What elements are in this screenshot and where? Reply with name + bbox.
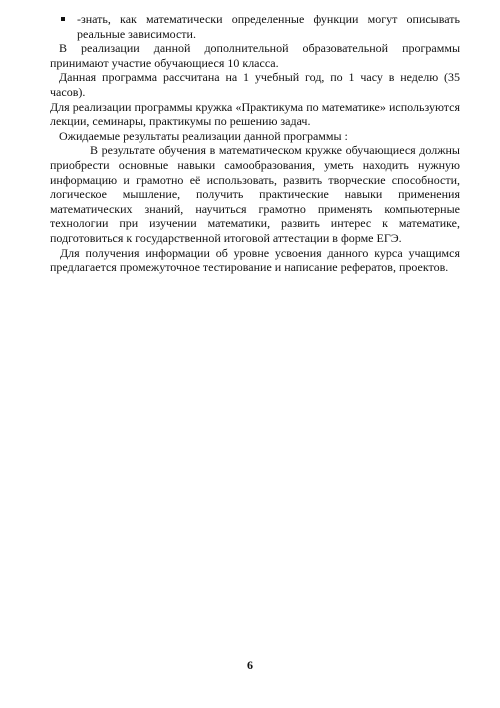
- bullet-list-item: [50, 12, 460, 41]
- paragraph-assessment: Для получения информации об уровне усвоения данного курса учащимся предлагается промежуточное тестирование и написание рефератов, проектов.: [50, 245, 460, 275]
- document-body: [50, 12, 460, 275]
- paragraph-participants: В реализации данной дополнительной образовательной программы принимают участие обучающиеся 10 класса.: [50, 41, 460, 70]
- paragraph-methods: Для реализации программы кружка «Практикума по математике» используются лекции, семинары, практикумы по решению задач.: [50, 99, 460, 129]
- paragraph-expected-results: В результате обучения в математическом кружке обучающиеся должны приобрести основные навыки самообразования, уметь находить нужную информацию и грамотно её использовать, развить творческие способности, логическое мышление, получить практические навыки применения математических знаний, научиться грамотно применять компьютерные технологии при изучении математики, развить интерес к математике, подготовиться к государственной итоговой аттестации в форме ЕГЭ.: [50, 143, 460, 245]
- square-bullet-icon: [61, 17, 65, 21]
- paragraph-duration: Данная программа рассчитана на 1 учебный год, по 1 часу в неделю (35 часов).: [50, 70, 460, 99]
- paragraph-expected-results-heading: Ожидаемые результаты реализации данной программы :: [59, 128, 348, 143]
- bullet-text: -знать, как математически определенные функции могут описывать реальные зависимости.: [77, 12, 460, 41]
- page-number: 6: [247, 658, 253, 672]
